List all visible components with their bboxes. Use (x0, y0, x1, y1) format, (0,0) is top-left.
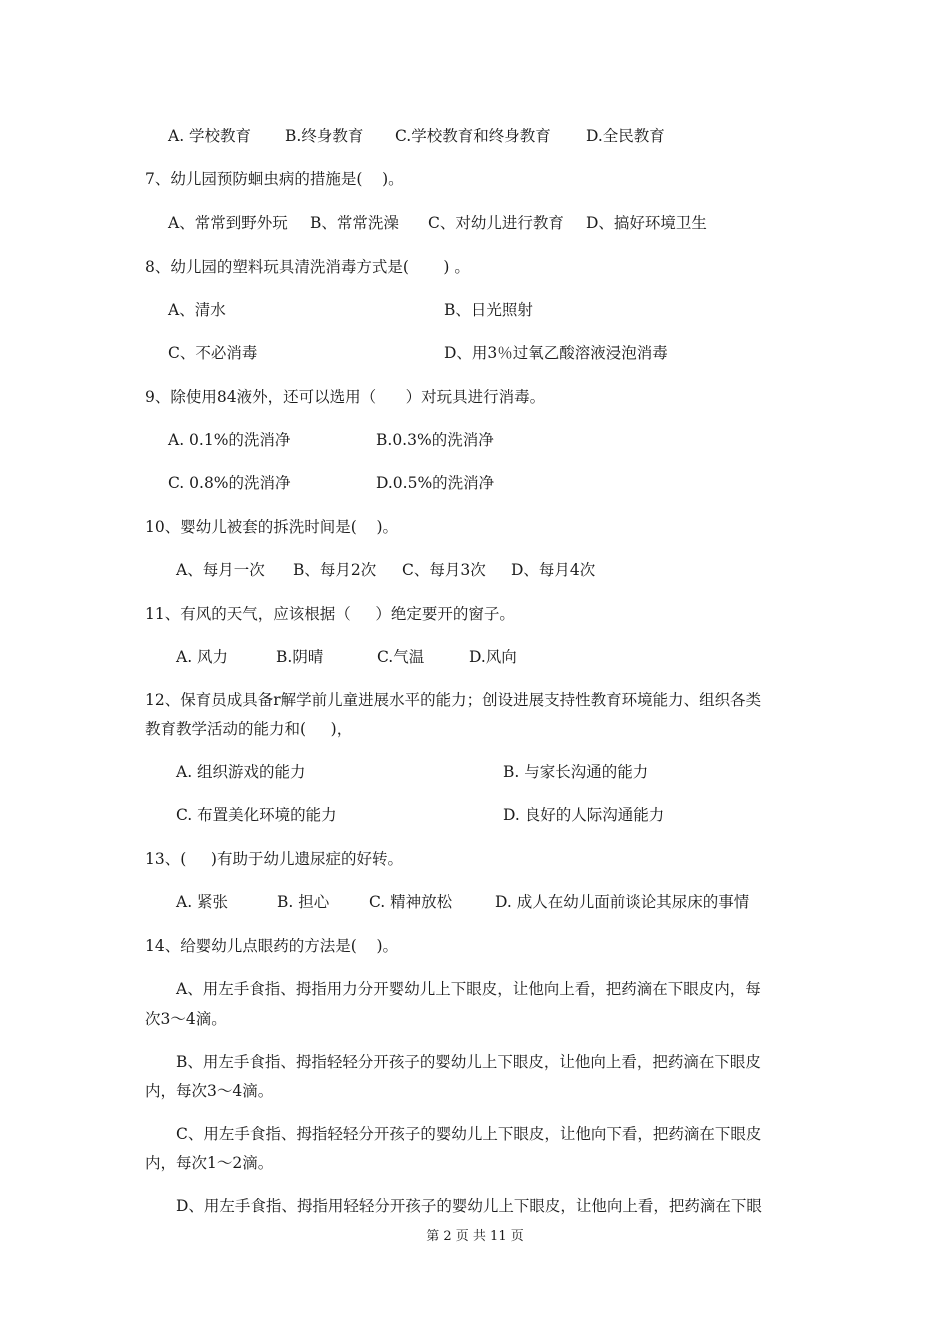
q8-option-c: C、不必消毒 (168, 344, 258, 362)
q14-option-d-line-1: D、用左手食指、拇指用轻轻分开孩子的婴幼儿上下眼皮，让他向上看，把药滴在下眼 (176, 1197, 762, 1215)
q7-option-c: C、对幼儿进行教育 (428, 214, 564, 232)
q13-option-b: B. 担心 (277, 893, 330, 911)
question-12-stem-line-1: 12、保育员成具备r解学前儿童进展水平的能力；创设进展支持性教育环境能力、组织各类 (145, 691, 762, 709)
q10-option-c: C、每月3次 (402, 561, 486, 579)
q7-option-a: A、常常到野外玩 (168, 214, 288, 232)
q12-option-b: B. 与家长沟通的能力 (503, 763, 649, 781)
q12-option-a: A. 组织游戏的能力 (176, 763, 306, 781)
q9-option-a: A. 0.1%的洗消净 (168, 431, 291, 449)
q13-option-d: D. 成人在幼儿面前谈论其尿床的事情 (495, 893, 750, 911)
q9-option-d: D.0.5%的洗消净 (376, 474, 495, 492)
q9-option-c: C. 0.8%的洗消净 (168, 474, 291, 492)
q6-option-c: C.学校教育和终身教育 (395, 127, 551, 145)
q13-option-c: C. 精神放松 (369, 893, 453, 911)
q14-option-a-line-1: A、用左手食指、拇指用力分开婴幼儿上下眼皮，让他向上看，把药滴在下眼皮内，每 (176, 980, 761, 998)
q14-option-b-line-2: 内，每次3～4滴。 (145, 1082, 274, 1100)
q8-option-b: B、日光照射 (444, 301, 533, 319)
q10-option-a: A、每月一次 (176, 561, 265, 579)
q12-option-c: C. 布置美化环境的能力 (176, 806, 337, 824)
q14-option-c-line-2: 内，每次1～2滴。 (145, 1154, 274, 1172)
question-13-stem: 13、( )有助于幼儿遗尿症的好转。 (145, 850, 403, 868)
q9-option-b: B.0.3%的洗消净 (376, 431, 494, 449)
question-11-stem: 11、有风的天气，应该根据（ ）绝定要开的窗子。 (145, 605, 515, 623)
q14-option-b-line-1: B、用左手食指、拇指轻轻分开孩子的婴幼儿上下眼皮，让他向上看，把药滴在下眼皮 (176, 1053, 761, 1071)
q11-option-d: D.风向 (469, 648, 517, 666)
q12-option-d: D. 良好的人际沟通能力 (503, 806, 665, 824)
q6-option-a: A. 学校教育 (168, 127, 252, 145)
q7-option-b: B、常常洗澡 (310, 214, 399, 232)
q14-option-a-line-2: 次3～4滴。 (145, 1010, 227, 1028)
q6-option-b: B.终身教育 (285, 127, 364, 145)
q11-option-b: B.阴晴 (276, 648, 324, 666)
q10-option-d: D、每月4次 (511, 561, 596, 579)
q8-option-a: A、清水 (168, 301, 226, 319)
q10-option-b: B、每月2次 (293, 561, 377, 579)
q13-option-a: A. 紧张 (176, 893, 229, 911)
question-8-stem: 8、幼儿园的塑料玩具清洗消毒方式是( ) 。 (145, 258, 470, 276)
question-12-stem-line-2: 教育教学活动的能力和( )， (145, 720, 353, 738)
q14-option-c-line-1: C、用左手食指、拇指轻轻分开孩子的婴幼儿上下眼皮，让他向下看，把药滴在下眼皮 (176, 1125, 762, 1143)
page-number-footer: 第 2 页 共 11 页 (426, 1229, 524, 1244)
q8-option-d: D、用3％过氧乙酸溶液浸泡消毒 (444, 344, 668, 362)
question-7-stem: 7、幼儿园预防蛔虫病的措施是( )。 (145, 170, 404, 188)
q6-option-d: D.全民教育 (586, 127, 665, 145)
question-9-stem: 9、除使用84液外，还可以选用（ ）对玩具进行消毒。 (145, 388, 546, 406)
q7-option-d: D、搞好环境卫生 (586, 214, 707, 232)
q11-option-a: A. 风力 (176, 648, 229, 666)
q11-option-c: C.气温 (377, 648, 425, 666)
question-14-stem: 14、给婴幼儿点眼药的方法是( )。 (145, 937, 399, 955)
question-10-stem: 10、婴幼儿被套的拆洗时间是( )。 (145, 518, 399, 536)
